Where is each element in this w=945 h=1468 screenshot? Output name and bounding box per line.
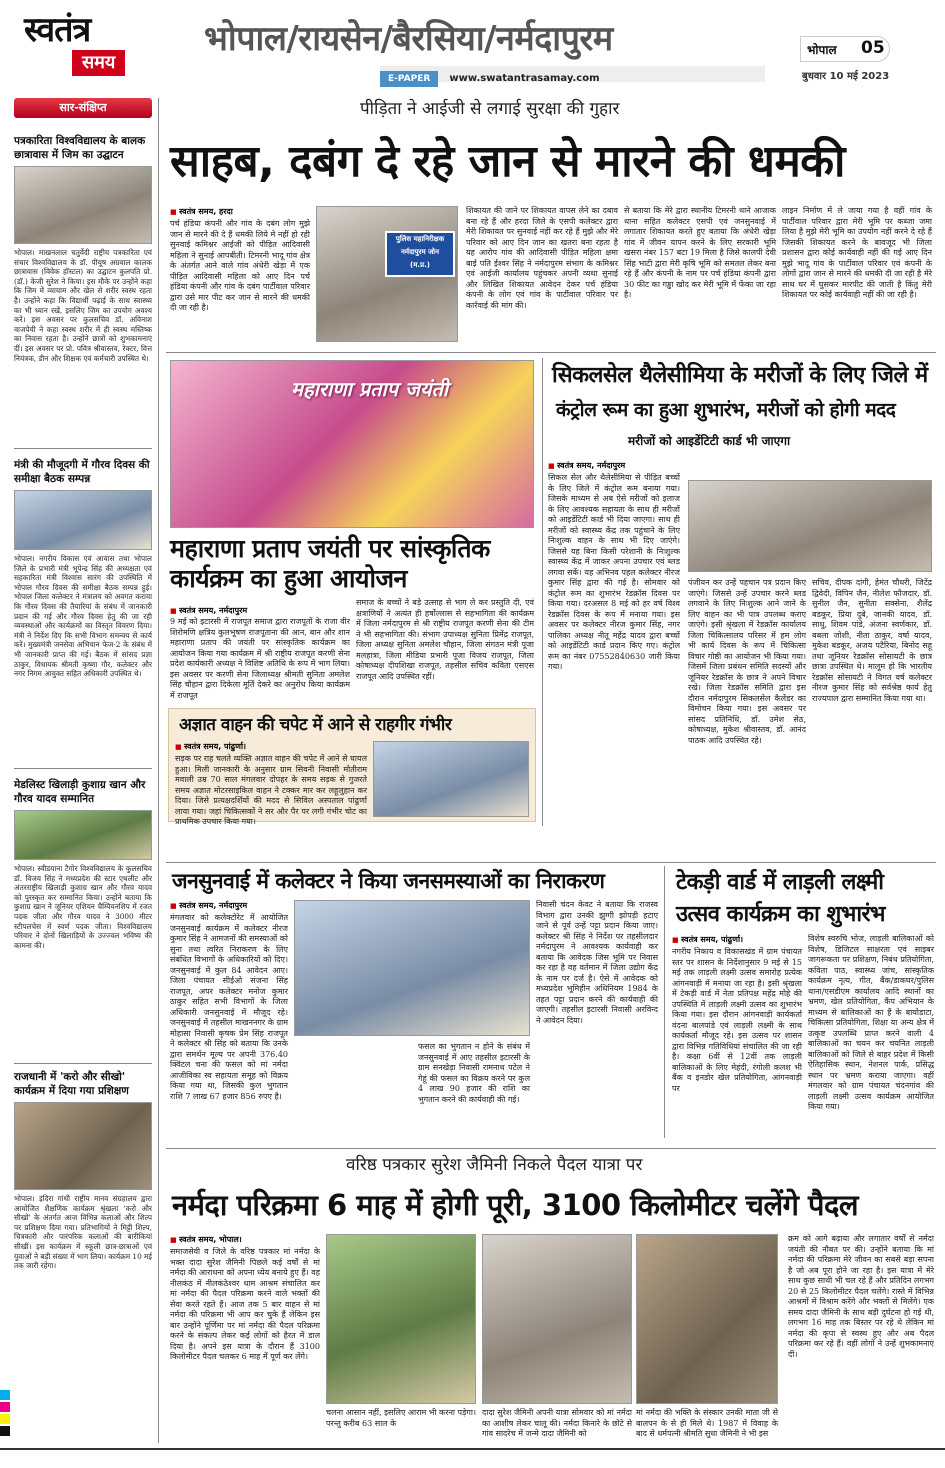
- narmada-text-2: मां नर्मदा की भक्ति के संस्कार उनकी माता जी से बालपन के से ही मिले थे। 1987 में विवाह के बाद से धर्मपत्नी श्रीमति सुधा जैमिनी ने भी इस: [636, 1408, 778, 1438]
- website-link[interactable]: www.swatantrasamay.com: [449, 73, 600, 84]
- story-text: सड़क पर राह चलते व्यक्ति अज्ञात वाहन की चपेट में आने से घायल हुआ। मिली जानकारी के अनुसार ग्राम सिवनी निवासी मोतीराम मवाली उम्र 70 साल मंगलवार दोपहर के समय सड़क से गुजरते समय अज्ञात मोटरसाइकिल वाहन ने टक्कर मार कर लहूलुहान कर दिया। जिसे प्रत्यक्षदर्शियों की मदद से सिविल अस्पताल पांढुर्णा लाया गया। जहां चिकित्सकों ने सर और पैर पर लगी गंभीर चोट का प्राथमिक उपचार किया गया।: [175, 754, 367, 826]
- story-ladli-headline1: टेकड़ी वार्ड में लाड़ली लक्ष्मी: [676, 870, 884, 895]
- byline: ■ स्वतंत्र समय, नर्मदापुरम: [170, 606, 247, 615]
- story-thal-headline1: सिकलसेल थैलेसीमिया के मरीजों के लिए जिले में: [552, 363, 928, 388]
- sidebar-photo: [14, 1102, 152, 1190]
- story-ladli-headline2: उत्सव कार्यक्रम का शुभारंभ: [676, 902, 886, 927]
- sidebar-photo: [14, 166, 152, 244]
- byline: ■ स्वतंत्र समय, नर्मदापुरम: [548, 460, 680, 471]
- story-text: मंगलवार को कलेक्टोरेट में आयोजित जनसुनवाई कार्यक्रम में कलेक्टर नीरज कुमार सिंह ने आमजनों की समस्याओं को सुना तथा त्वरित निराकरण के लिए संबंधित विभागों के अधिकारियों को दिए। जनसुनवाई में कुल 84 आवेदन आए। जिला पंचायत सीईओ संजना सिंह राजपूत, अपर कलेक्टर मनोज कुमार ठाकुर सहित सभी विभागों के जिला अधिकारी जनसुनवाई में मौजूद रहे। जनसुनवाई में तहसील माखननगर के ग्राम मोहासा निवासी कृषक प्रेम सिंह राजपूत ने कलेक्टर श्री सिंह को बताया कि उनके द्वारा समर्थन मूल्य पर अपनी 376.40 क्विंटल चना की फसल को मां नर्मदा आजीविका स्व सहायता समूह को विक्रय किया गया था, जिसकी कुल भुगतान राशि 7 लाख 67 हजार 856 रुपए है।: [170, 913, 288, 1101]
- byline: ■ स्वतंत्र समय, हरदा: [170, 206, 310, 217]
- pratap-banner: महाराणा प्रताप जयंती: [291, 377, 449, 401]
- story-threat-kicker: पीड़िता ने आईजी से लगाई सुरक्षा की गुहार: [360, 99, 620, 119]
- sign-line: नर्मदापुरम जोन: [401, 248, 439, 256]
- story-text: 9 मई को इटारसी में राजपूत समाज द्वारा राजपूतों के राजा वीर शिरोमणि क्षत्रिय कुलभूषण राजपूताना की आन, बान और शान महाराणा प्रताप की जयंती पर सांस्कृतिक कार्यक्रम का आयोजन किया गया कार्यक्रम में श्री राष्ट्रीय राजपूत करणी सेना प्रदेश कार्यकारी अध्यक्ष ने विशिष्ट अतिथि के रूप में भाग लिया। इस अवसर पर करणी सेना जिलाध्यक्ष श्रीमती सुनिता अमलेश सिंह चौहान द्वारा दिकेला मूर्ति देकरे का अनुरोध किया कार्यक्रम में राजपूत: [170, 617, 350, 700]
- sidebar-headline: मंत्री की मौजूदगी में गौरव दिवस की समीक्षा बैठक सम्पन्न: [14, 459, 150, 485]
- sidebar: [14, 98, 152, 1443]
- registration-mark-yellow: [0, 1414, 10, 1424]
- registration-mark-cyan: [0, 1390, 10, 1400]
- story-hearing-headline: जनसुनवाई में कलेक्टर ने किया जनसमस्याओं का निराकरण: [172, 869, 605, 893]
- narmada-caption-2: दादा सुरेश जैमिनी अपनी यात्रा सोमवार को मां नर्मदा का आशीष लेकर चालू की। नर्मदा किनारे के छोटे से गांव सादरेच में जन्मे दादा जैमिनी को: [482, 1408, 632, 1438]
- story-text: समाजसेवी व जिले के वरिष्ठ पत्रकार मां नर्मदा के भक्त दादा सुरेश जैमिनी पिछले कई वर्षों से मां नर्मदा की आराधना को अपना ध्येय बनाये हुए हैं। वह नीलकंठ में नीलकंठेश्वर धाम आश्रम संचालित कर मां नर्मदा की पैदल परिक्रमा करने वाले भक्तों की सेवा करते रहते हैं। आज तक 5 बार वाहन से मां नर्मदा की परिक्रमा भी आप कर चुके हैं लेकिन इस बार उन्होंने पूर्णिमा पर मां नर्मदा की पैदल परिक्रमा करने के संकल्प लेकर कई लोगों को हैरत में डाल दिया है। अपने इस यात्रा के दौरान हैं 3100 किलोमीटर पैदल चलकर 6 माह में पूर्ण कर लेंगे।: [170, 1247, 320, 1361]
- story-text: सिकल सेल और थैलेसीमिया से पीड़ित बच्चों के लिए जिले में कंट्रोल रूम बनाया गया। जिसके माध्यम से अब ऐसे मरीजों को इलाज के लिए आवश्यक सहायता के साथ ही मरीजों को आइडेंटिटी कार्ड भी दिया जाएगा। साथ ही मरीजों को स्वास्थ्य केंद्र तक पहुंचाने के लिए निःशुल्क वाहन के साथ भी दिए जाएंगे। जिससे यह बिना किसी परेशानी के निःशुल्क स्वास्थ्य केंद्र में जाकर अपना उपचार एवं ब्लड लगवा सकें। यह अभिनव पहल कलेक्टर नीरज कुमार सिंह द्वारा की गई है। सोमवार को कंट्रोल रूम का शुभारंभ रेडक्रॉस दिवस पर किया गया। दरअसल 8 मई को हर वर्ष विश्व रेडक्रॉस दिवस के रूप में मनाया गया। इस अवसर पर कलेक्टर नीरज कुमार सिंह, नगर पालिका अध्यक्ष नीतू महेंद्र यादव द्वारा बच्चों को आइडेंटिटी कार्ड प्रदान किए गए। कंट्रोल रूम का नंबर 07552840630 जारी किया गया।: [548, 473, 680, 671]
- sidebar-item: [14, 778, 152, 1034]
- sidebar-photo: [14, 490, 152, 550]
- page-number: 05: [861, 38, 885, 58]
- sidebar-text: भोपाल। स्वीडयाना टैगोर विश्वविद्यालय के कुलसचिव डॉ. विजय सिंह ने मध्यप्रदेश की स्टार एथलीट और अंतरराष्ट्रीय खिलाड़ी कुशाग्र खान और गौरव यादव को पुरस्कृत कर सम्मानित किया। उन्होंने बताया कि कुशाग्र खान ने जूनियर एशियन चैम्पियनशिप में रजत पदक जीता और गौरव यादव ने 3000 मीटर स्टीपलचेस में स्वर्ण पदक जीता। विश्वविद्यालय परिवार ने दोनों खिलाड़ियों के उज्ज्वल भविष्य की कामना की।: [14, 864, 152, 950]
- logo-top: स्वतंत्र: [24, 10, 91, 50]
- story-threat-col4: लाइन निर्माण में ले जाया गया है वहीं गांव के पार्टीवाल परिवार द्वारा मेरी भूमि पर कब्जा जमा लिया है मुझे मेरी भूमि का उपयोग नहीं करने दे रहे हैं जिसकी शिकायत करने के बावजूद भी जिला प्रशासन द्वारा कोई कार्यवाही नहीं की गई आए दिन मुझे भादू गांव के पार्टीवाल परिवार एवं कंपनी के लोगों द्वारा जान से मारने की धमकी दी जा रही है मेरे साथ घर में घुसकर मारपीट की जाती है किंतु मेरी शिकायत पर कोई कार्यवाही नहीं की जा रही है।: [782, 206, 932, 299]
- story-pratap-col1: [170, 598, 350, 713]
- story-pratap-col2: समाज के बच्चों ने बड़े उत्साह से भाग ले कर प्रस्तुति दी, एवं क्षत्राणियों ने अत्यंत ही हर्षोल्लास से सहभागिता की कार्यक्रम में जिला नर्मदापुरम से श्री राष्ट्रीय राजपूत करणी सेना की टीम ने भी सहभागिता की। संभाग उपाध्यक्ष सुनिता प्रिमेंद्र राजपूत, जिला अध्यक्ष सुनिता अमलेश चौहान, जिला संगठन मंत्री पूजा मलहात्रा, जिला मीडिया प्रभारी पूजा विजय राजपूत, जिला कोषाध्यक्ष दीपशिखा राजपूत, तहसील सचिव कविता एसएस राजपूत आदि उपस्थित रहीं।: [356, 598, 534, 681]
- accident-photo: [373, 741, 529, 817]
- narmada-caption-1: चलना आसान नहीं, इसलिए आराम भी करना पड़ेगा। परन्तु करीब 63 साल के: [326, 1408, 476, 1428]
- story-hearing-col3: निवासी चंदन केवट ने बताया कि राजस्व विभाग द्वारा उनकी झुग्गी झोपड़ी हटाए जाने से पूर्व उन्हें पट्टा प्रदान किया जाए। कलेक्टर श्री सिंह ने निर्देश पर तहसीलदार नर्मदापुरम ने आवश्यक कार्यवाही कर बताया कि आवेदक जिस भूमि पर निवास कर रहा है वह वर्तमान में जिला उद्योग केंद्र के नाम पर दर्ज है। ऐसे में आवेदक को मध्यप्रदेश भूमिहीन अधिनियम 1984 के तहत पट्टा प्रदान करने की कार्यवाही की जाएगी। तहसील इटारसी निवासी अरविन्द ने आवेदन दिया।: [536, 900, 658, 1025]
- sidebar-photo: [14, 810, 152, 860]
- story-threat-headline: साहब, दबंग दे रहे जान से मारने की धमकी: [170, 136, 845, 187]
- pratap-photo: [170, 360, 534, 528]
- thal-photo: [688, 480, 932, 572]
- sidebar-divider: [158, 98, 159, 1443]
- story-narmada-headline: नर्मदा परिक्रमा 6 माह में होगी पूरी, 3100 किलोमीटर चलेंगे पैदल: [172, 1188, 859, 1222]
- registration-mark-black: [0, 1426, 10, 1436]
- registration-mark-magenta: [0, 1402, 10, 1412]
- sidebar-headline: पत्रकारिता विश्वविद्यालय के बालक छात्रावास में जिम का उद्घाटन: [14, 135, 146, 161]
- edition-title: भोपाल/रायसेन/बैरसिया/नर्मदापुरम: [204, 19, 613, 59]
- sidebar-headline: मेडलिस्ट खिलाड़ी कुशाग्र खान और गौरव यादव सम्मानित: [14, 779, 146, 805]
- byline: ■ स्वतंत्र समय, नर्मदापुरम: [170, 900, 288, 911]
- byline: ■ स्वतंत्र समय, भोपाल।: [170, 1234, 320, 1245]
- story-accident-headline: अज्ञात वाहन की चपेट में आने से राहगीर गंभीर: [179, 715, 452, 735]
- story-ladli-col1: [672, 934, 802, 1137]
- byline: ■ स्वतंत्र समय, पांढुर्णा।: [175, 741, 367, 752]
- story-thal-col3: सचिव, दीपक दांगी, हेमंत चौधरी, जिटेंद्र द्विवेदी, विपिन जैन, नीलेश फौजदार, डॉ. सुनील जैन, सुनीता सक्सेना, शैलेंद्र बडकूर, प्रिया दुबे, जानकी यादव, डॉ. साधु, शिवम पांडे, अंजना स्वर्णकार, डॉ. बबला जोशी, नीता ठाकुर, वर्षा यादव, मुकेश बडकूर, अजय पटैरिया, बिनोद सहू तथा जूनियर रेडक्रॉस सोसायटी के छात्र छात्रा उपस्थित थे। मालूम हो कि भारतीय रेडक्रॉस सोसायटी ने विगत वर्ष कलेक्टर नीरज कुमार सिंह को सर्वश्रेष्ठ कार्य हेतु राज्यपाल द्वारा सम्मानित किया गया था।: [812, 578, 932, 703]
- story-threat-col1: [170, 206, 310, 347]
- story-threat-col2: शिकायत की जाने पर शिकायत वापस लेने का दबाव बना रहे हैं और हरदा जिले के एसपी कलेक्टर द्वारा मेरी शिकायत पर सुनवाई नहीं कर रहे हैं मुझे और मेरे परिवार को आए दिन जान का खतरा बना रहता है यह आरोप गांव की आदिवासी पीड़ित महिला क्षमा बाई पति ईश्वर सिंह ने नर्मदापुरम संभाग के कमिश्नर एवं आईजी कार्यालय पहुंचकर अपनी व्यथा सुनाई और लिखित शिकायत आवेदन देकर पर्च हंडिया कंपनी के लोग एवं गांव के पार्टीवाल परिवार पर कार्रवाई की मांग की।: [466, 206, 618, 310]
- story-pratap-headline: महाराणा प्रताप जयंती पर सांस्कृतिक कार्यक्रम का हुआ आयोजन: [170, 534, 490, 593]
- sidebar-text: भोपाल। माखनलाल चतुर्वेदी राष्ट्रीय पत्रकारिता एवं संचार विश्वविद्यालय के डॉ. पीयूष अग्रवाल कालक छात्रावास (विवेक हॉस्टल) का उद्घाटन कुलपति प्रो. (डॉ.) केजी सुरेश ने किया। इस मौके पर उन्होंने कहा कि जिम में व्यायाम और खेल से शरीर स्वस्थ रहता है। उन्होंने कहा कि विद्यार्थी पढ़ाई के साथ स्वास्थ्य का भी ध्यान रखें, इसलिए जिम का उपयोग अवश्य करें। इस अवसर पर कुलसचिव डॉ. अविनाश वाजपेयी ने कहा स्वस्थ शरीर में ही स्वस्थ मस्तिष्क का निवास रहता है। उन्होंने छात्रों को शुभकामनाएं दीं। इस अवसर पर प्रो. पवित्र श्रीवास्तव, रेक्टर, वित्त नियंत्रक, डीन और शिक्षक एवं कर्मचारी उपस्थित थे।: [14, 248, 152, 363]
- story-text: नगरीय निकाय व विकासखंड में ग्राम पंचायत स्तर पर शासन के निर्देशानुसार 9 मई से 15 मई तक लाड़ली लक्ष्मी उत्सव समारोह प्रत्येक आंगनवाड़ी में मनाया जा रहा है। इसी श्रृंखला में टेकड़ी वार्ड में नेता प्रतिपक्ष महेंद्र मोहे की उपस्थिति में लाड़ली लक्ष्मी उत्सव का शुभारंभ किया गया। इस दौरान आंगनवाड़ी कार्यकर्ता वंदना बालपांडे एवं लाड़ली लक्ष्मी के साथ कार्यकर्ता मौजूद रहे। इस उत्सव पर शासन द्वारा विभिन्न गतिविधियां संचालित की जा रही है। कक्षा 6वीं से 12वीं तक लाड़ली बालिकाओं के लिए मेहंदी, रंगोली कलश भी बैंक व इनडोर खेल प्रतियोगिता, आंगनवाड़ी पर: [672, 947, 802, 1093]
- sidebar-label: सार-संक्षिप्त: [14, 98, 152, 118]
- story-text: पर्च हंडिया कंपनी और गांव के दबंग लोग मुझे जान से मारने की दे हैं धमकी लिये मे नहीं हो रही सुनवाई कमिश्नर आईजी को पीड़ित आदिवासी महिला ने सुनाई आपबीती। टिमरनी भादू गांव क्षेत्र के अंतर्गत आने वाले गांव अंधेरी खेड़ा में एक पीड़ित आदिवासी महिला को आए दिन पर्च हंडिया कंपनी और गांव के दबंग पार्टीवाल परिवार द्वारा उसे मार पीट कर जान से मारने की धमकी दी जा रही है।: [170, 219, 310, 312]
- sidebar-text: भोपाल। नगरीय विकास एवं आवास तथा भोपाल जिले के प्रभारी मंत्री भूपेन्द्र सिंह की अध्यक्षता एवं सहकारिता मंत्री विश्वास सारंग की उपस्थिति में भोपाल गौरव दिवस की समीक्षा बैठक सम्पन्न हुई। भोपाल जिला कलेक्टर ने मंत्रालय को अवगत कराया कि गौरव दिवस की तैयारियां के संबंध में जानकारी प्रदान की गई और गौरव दिवस हेतु की जा रही व्यवस्थाओं और कार्यक्रमों का विस्तृत विवरण दिया। मंत्री ने निर्देश दिए कि सभी विभाग समन्वय से कार्य करें। मुख्यमंत्री जनसेवा अभियान फेज-2 के संबंध में भी जानकारी प्राप्त की गई। बैठक में सांसद प्रज्ञा ठाकुर, विधायक श्रीमती कृष्णा गौर, कलेक्टर और नगर निगम आयुक्त सहित अधिकारी उपस्थित थे।: [14, 554, 152, 679]
- hearing-photo: [294, 900, 530, 1036]
- sign-line: (म.प्र.): [410, 261, 430, 269]
- story-narmada-col4: क्रम को आगे बढ़ाया और लगातार वर्षों से नर्मदा जयंती की नौबत पर की। उन्होंने बताया कि मां नर्मदा की परिक्रमा मेरे जीवन का सबसे बड़ा सपना है जो अब पूरा होने जा रहा है। इस यात्रा में मेरे साथ कुछ साथी भी चल रहे हैं और प्रतिदिन लगभग 20 से 25 किलोमीटर पैदल चलेंगे। रास्ते में विभिन्न आश्रमों में विश्राम करेंगे और भक्तों से मिलेंगे। एक समय दादा जैमिनी के साथ बड़ी दुर्घटना हो गई थी, लगभग 16 माह तक बिस्तर पर रहे थे लेकिन मां नर्मदा की कृपा से स्वस्थ हुए और अब पैदल परिक्रमा कर रहे हैं। वहीं लोगों ने उन्हें शुभकामनाएं दीं।: [788, 1234, 934, 1359]
- story-thal-col1: [548, 460, 680, 835]
- story-accident: [168, 708, 536, 826]
- story-thal-subhead: मरीजों को आइडेंटिटी कार्ड भी जाएगा: [628, 434, 791, 448]
- story-thal-col2: पंजीयन कर उन्हें पहचान पत्र प्रदान किए जाएंगे। जिससे उन्हें उपचार करने ब्लड लगवाने के लिए निःशुल्क आने जाने के लिए वाहन का भी पात्र उपलब्ध कराए जाएंगे। इसी श्रृंखला में रेडक्रॉस कार्यालय जिला चिकित्सालय परिसर में हम लोग भी कार्य दिवस के रूप में चिकित्सा विचार गोष्ठी का आयोजन भी किया गया। जिसमें जिला प्रबंधन समिति सदस्यों और जूनियर रेडक्रॉस के छात्र ने अपने विचार रखे। जिला रेडक्रॉस समिति द्वारा इस दौरान नर्मदापुरम सिकलसेल कैलेंडर का विमोचन किया गया। इस अवसर पर सांसद प्रतिनिधि, डॉ. उमेश सेठ, कोषाध्यक्ष, मुकेश श्रीवास्तव, डॉ. आनंद पाठक आदि उपस्थित रहे।: [688, 578, 806, 745]
- story-narmada-kicker: वरिष्ठ पत्रकार सुरेश जैमिनी निकले पैदल यात्रा पर: [346, 1155, 643, 1175]
- sidebar-headline: राजधानी में 'करो और सीखो' कार्यक्रम में दिया गया प्रशिक्षण: [14, 1071, 129, 1097]
- story-hearing-col2: फसल का भुगतान न होने के संबंध में जनसुनवाई में आए तहसील इटारसी के ग्राम सनखेड़ा निवासी रामनाथ पटेल ने गेहूं की फसल का विक्रय करने पर कुल 4 लाख 90 हजार की राशि का भुगतान करने की कार्यवाही की गई।: [418, 1042, 530, 1104]
- bottom-rule: [0, 1448, 945, 1450]
- story-thal-headline2: कंट्रोल रूम का हुआ शुभारंभ, मरीजों को होगी मदद: [556, 399, 896, 421]
- byline: ■ स्वतंत्र समय, पांढुर्णा।: [672, 934, 802, 945]
- logo: [24, 10, 156, 82]
- story-narmada-col1: [170, 1234, 320, 1443]
- narmada-photo-3: [636, 1234, 778, 1404]
- narmada-photo-2: [482, 1234, 632, 1404]
- sidebar-item: [14, 458, 152, 756]
- logo-bottom: समय: [72, 50, 125, 76]
- sidebar-item: [14, 1070, 152, 1408]
- story-threat-photo: [316, 206, 458, 342]
- story-threat-col3: से बताया कि मेरे द्वारा स्थानीय टिमरनी थाने आजाक थाना सहित कलेक्टर एसपी एवं जनसुनवाई में लगातार शिकायत करते हुए बताया कि अंधेरी खेड़ा गांव में जीवन यापन करने के लिए सरकारी भूमि खसरा नंबर 157 बटा 19 मिला है जिसे कालपी देवी सिंह भाटी द्वारा मेरी कृषि भूमि को समतल लेकर बना रहे हैं और कंपनी के नाम पर पर्च हंडिया कंपनी द्वारा 30 फीट का गड्ढा खोद कर मेरी भूमि में फेंका जा रहा है।: [624, 206, 776, 299]
- sidebar-text: भोपाल। इंदिरा गांधी राष्ट्रीय मानव संग्रहालय द्वारा आयोजित शैक्षणिक कार्यक्रम श्रृंखला 'करो और सीखो' के अंतर्गत आज विभिन्न कलाओं और शिल्प पर प्रशिक्षण दिया गया। प्रतिभागियों ने मिट्टी शिल्प, चित्रकारी और पारंपरिक कलाओं की बारीकियां सीखीं। इस कार्यक्रम में स्कूली छात्र-छात्राओं एवं युवाओं ने बड़ी संख्या में भाग लिया। कार्यक्रम 10 मई तक जारी रहेगा।: [14, 1194, 152, 1271]
- sign-line: पुलिस महानिरीक्षक: [395, 235, 445, 243]
- ig-office-sign: [385, 231, 455, 277]
- narmada-photo-1: [326, 1234, 476, 1404]
- epaper-bar: [380, 66, 765, 82]
- page-indicator: [800, 36, 890, 62]
- sidebar-item: [14, 134, 152, 448]
- issue-date: बुधवार 10 मई 2023: [802, 71, 890, 82]
- city-label: भोपाल: [807, 43, 837, 57]
- epaper-label: E-PAPER: [380, 71, 438, 87]
- masthead: [0, 0, 945, 92]
- story-ladli-col2: विशेष स्वरुचि भोज, लाड़ली बालिकाओं को विशेष, डिजिटल साक्षरता एवं साइबर जागरूकता पर प्रशिक्षण, निबंध प्रतियोगिता, कविता पाठ, स्वास्थ्य जांच, सांस्कृतिक कार्यक्रम नृत्य, गीत, बैंक/डाकघर/पुलिस थाना/एसडीएम कार्यालय आदि स्थानों का भ्रमण, खेल प्रतियोगिता, कैंप अभियान के माध्यम से बालिकाओं का हैं के बायोडाटा, चिकित्सा प्रतियोगिता, शिक्षा या अन्य क्षेत्र में उत्कृष्ट उपलब्धि प्राप्त करने वाली 4 बालिकाओं का चयन कर चयनित लाड़ली बालिकाओं को जिले से बाहर प्रदेश में किसी ऐतिहासिक स्थान, नेशनल पार्क, प्रसिद्ध स्थान पर भ्रमण कराया जाएगा। वहीं मंगलवार को ग्राम पंचायत चंदनगांव की लाड़ली लक्ष्मी उत्सव कार्यक्रम आयोजित किया गया।: [808, 934, 934, 1111]
- story-hearing-col1: [170, 900, 288, 1149]
